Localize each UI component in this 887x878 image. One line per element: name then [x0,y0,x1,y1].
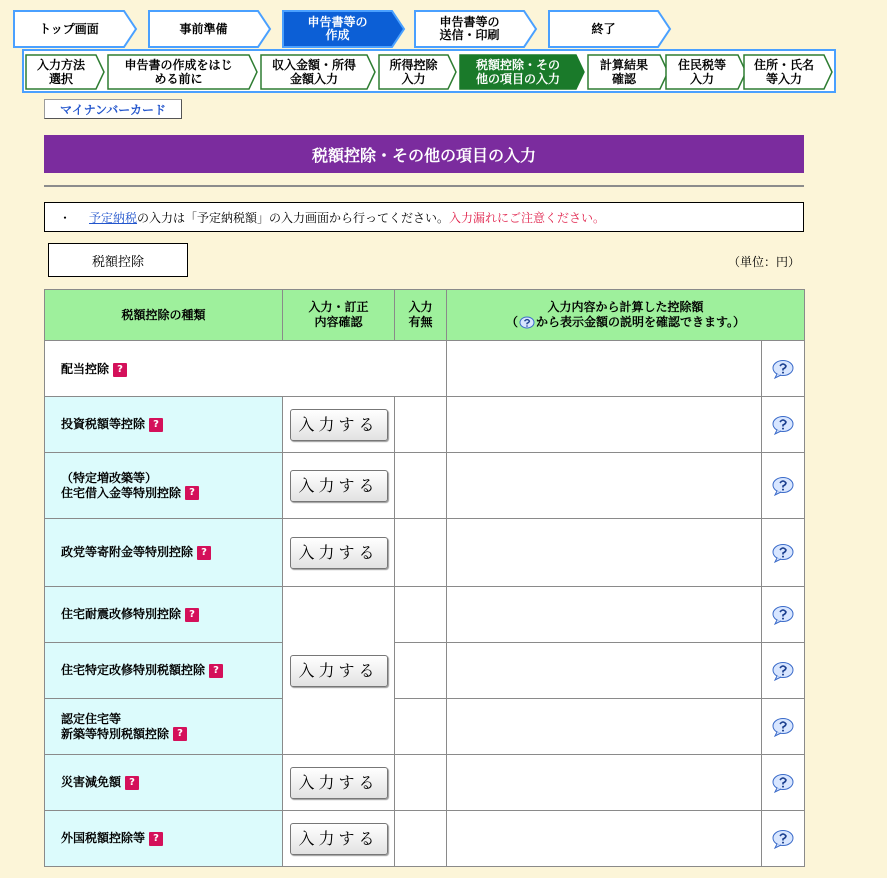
notice-bullet: ・ [59,210,72,225]
amount-cell [447,397,762,453]
row-label-foreign-tax [45,811,283,867]
top-step-label: 終了 [591,21,616,36]
amount-cell [447,519,762,587]
row-label-seismic-retrofit [45,587,283,643]
page-title: 税額控除・その他の項目の入力 [44,135,804,173]
top-step-label: トップ画面 [39,21,99,36]
help-cell [762,643,805,699]
row-label-text: 災害減免額 [61,775,122,789]
table-row [45,587,805,643]
button-cell [283,519,395,587]
notice-box [44,202,804,232]
top-step-finish [549,10,658,48]
amount-cell [447,341,762,397]
top-step-label: 申告書等の 送信・印刷 [439,15,500,42]
explain-balloon-icon[interactable] [770,543,796,563]
top-step-nav [12,10,672,48]
title-divider [44,185,804,187]
amount-cell [447,453,762,519]
input-button-political-donation[interactable]: 入力する [290,537,388,569]
table-header-row [45,290,805,341]
sub-step-result [588,55,660,89]
header-input-status: 入力 有無 [395,290,447,341]
help-balloon-icon [518,316,536,330]
top-step-send-print [415,10,524,48]
amount-cell [447,699,762,755]
sub-step-label: 計算結果 確認 [599,58,648,86]
explain-balloon-icon[interactable] [770,829,796,849]
header-amount-line1: 入力内容から計算した控除額 [547,300,704,314]
status-cell [395,397,447,453]
help-icon[interactable]: ? [149,832,163,846]
table-row [45,341,805,397]
table-row [45,811,805,867]
unit-label: （単位：円） [727,255,800,269]
amount-cell [447,587,762,643]
row-label-text: 認定住宅等 新築等特別税額控除 [61,711,170,741]
table-row [45,755,805,811]
explain-balloon-icon[interactable] [770,476,796,496]
header-amount-line2 [447,315,804,330]
status-cell [395,587,447,643]
explain-balloon-icon[interactable] [770,415,796,435]
row-label-text: 政党等寄附金等特別控除 [61,545,194,559]
help-cell [762,453,805,519]
notice-text: の入力は「予定納税額」の入力画面から行ってください。 [137,210,450,225]
header-input-confirm: 入力・訂正 内容確認 [283,290,395,341]
sub-step-label: 所得控除 入力 [389,58,438,86]
amount-cell [447,643,762,699]
row-label-investment [45,397,283,453]
help-icon[interactable]: ? [173,727,187,741]
help-cell [762,397,805,453]
row-label-text: 配当控除 [61,362,110,376]
row-label-political-donation [45,519,283,587]
explain-balloon-icon[interactable] [770,717,796,737]
mynumber-card-button[interactable]: マイナンバーカード [44,99,182,119]
header-amount-paren-open: （ [505,315,518,329]
amount-cell [447,811,762,867]
top-step-label: 申告書等の 作成 [307,15,368,42]
sub-step-label: 住所・氏名 等入力 [753,58,814,86]
sub-step-input-method[interactable] [26,55,96,89]
help-cell [762,587,805,643]
help-icon[interactable]: ? [113,363,127,377]
explain-balloon-icon[interactable] [770,773,796,793]
sub-step-deduction[interactable] [379,55,448,89]
help-icon[interactable]: ? [197,546,211,560]
help-icon[interactable]: ? [209,664,223,678]
button-cell [283,397,395,453]
explain-balloon-icon[interactable] [770,605,796,625]
input-button-housing-renovation[interactable]: 入力する [290,655,388,687]
row-label-housing-loan [45,453,283,519]
table-row [45,643,805,699]
section-tab-tax-credit: 税額控除 [48,243,188,277]
sub-step-label: 収入金額・所得 金額入力 [271,58,356,86]
button-cell [283,755,395,811]
help-cell [762,755,805,811]
prepaid-tax-link[interactable]: 予定納税 [89,210,138,225]
top-step-top[interactable] [14,10,124,48]
sub-step-label: 税額控除・その 他の項目の入力 [475,58,560,86]
amount-cell [447,755,762,811]
input-button-housing-loan[interactable]: 入力する [290,470,388,502]
sub-step-before-start[interactable] [108,55,249,89]
header-type: 税額控除の種類 [45,290,283,341]
help-icon[interactable]: ? [185,486,199,500]
sub-step-tax-credit [460,55,576,89]
input-button-foreign-tax[interactable]: 入力する [290,823,388,855]
row-label-text: 住宅特定改修特別税額控除 [61,663,206,677]
input-button-investment[interactable]: 入力する [290,409,388,441]
sub-step-label: 申告書の作成をはじ める前に [124,58,233,86]
sub-step-income[interactable] [261,55,367,89]
help-icon[interactable]: ? [185,608,199,622]
status-cell [395,699,447,755]
help-cell [762,519,805,587]
row-label-certified-housing [45,699,283,755]
table-row [45,453,805,519]
table-row [45,699,805,755]
help-icon[interactable]: ? [125,776,139,790]
input-button-disaster-reduction[interactable]: 入力する [290,767,388,799]
explain-balloon-icon[interactable] [770,359,796,379]
button-cell [283,453,395,519]
status-cell [395,453,447,519]
sub-step-resident-tax [666,55,738,89]
sub-step-label: 住民税等 入力 [677,58,726,86]
help-cell [762,341,805,397]
status-cell [395,643,447,699]
sub-step-label: 入力方法 選択 [36,58,85,86]
row-label-text: 投資税額等控除 [61,417,146,431]
header-amount [447,290,805,341]
button-cell [283,587,395,755]
top-step-create [283,10,392,48]
sub-step-address [744,55,824,89]
notice-warning: 入力漏れにご注意ください。 [449,210,606,225]
help-cell [762,699,805,755]
sub-step-nav [22,49,836,93]
header-amount-note: から表示金額の説明を確認できます。） [535,315,746,329]
row-label-text: 外国税額控除等 [61,831,146,845]
status-cell [395,519,447,587]
status-cell [395,811,447,867]
top-step-label: 事前準備 [179,21,228,36]
help-cell [762,811,805,867]
row-label-text: （特定増改築等） 住宅借入金等特別控除 [61,470,182,500]
button-cell [283,811,395,867]
tax-credit-table [44,289,805,867]
status-cell [395,755,447,811]
row-label-dividend [45,341,447,397]
table-row [45,519,805,587]
help-icon[interactable]: ? [149,418,163,432]
row-label-text: 住宅耐震改修特別控除 [61,607,182,621]
row-label-specific-renovation [45,643,283,699]
top-step-preparation[interactable] [149,10,258,48]
explain-balloon-icon[interactable] [770,661,796,681]
table-row [45,397,805,453]
row-label-disaster-reduction [45,755,283,811]
